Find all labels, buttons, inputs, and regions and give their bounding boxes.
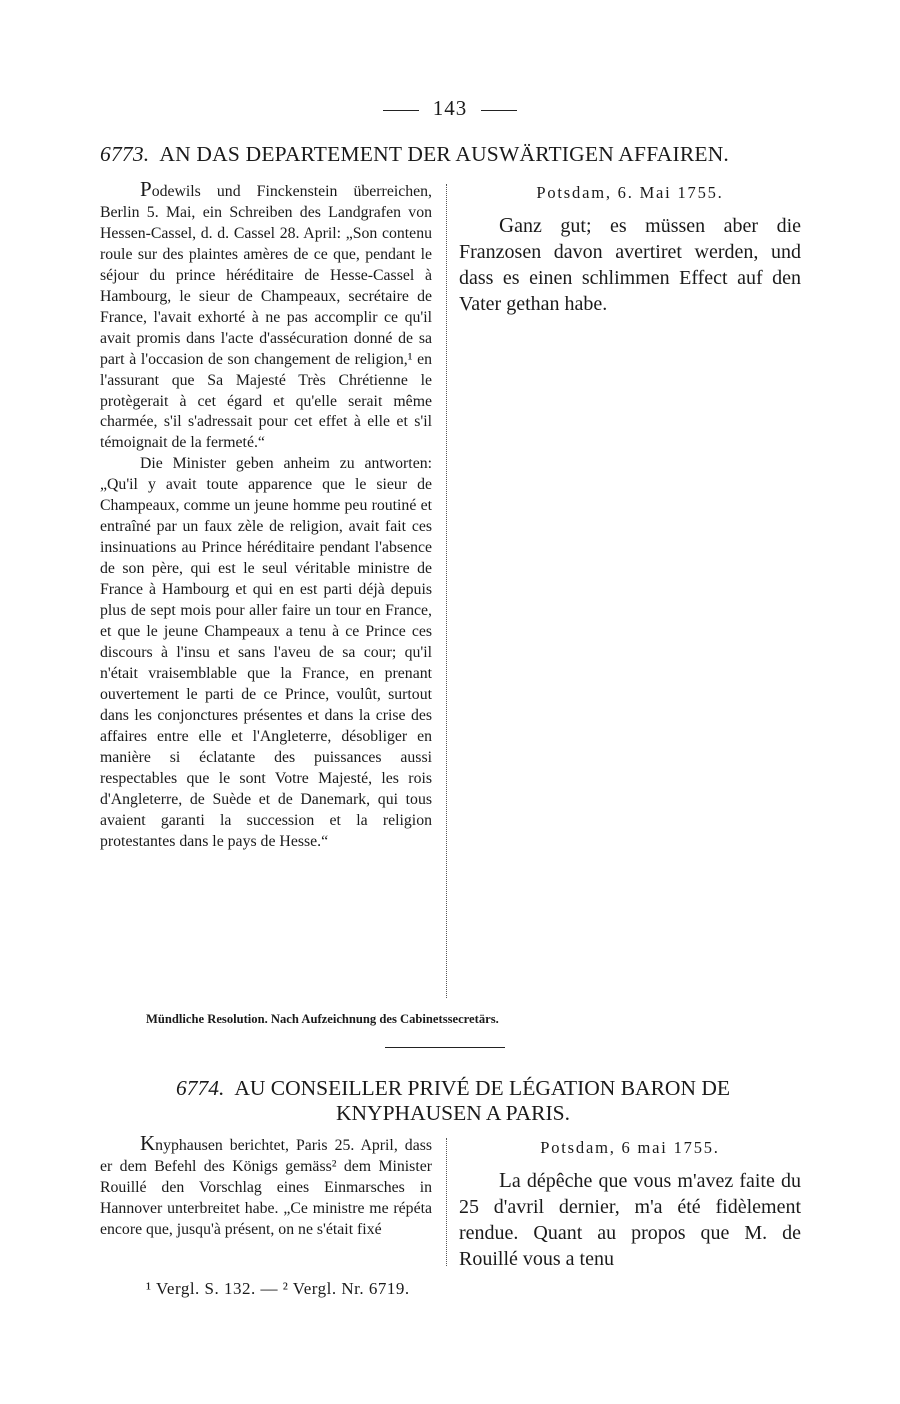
doc2-title-line2: KNYPHAUSEN A PARIS.	[336, 1101, 570, 1125]
doc1-right-text: anz gut; es müssen aber die Franzosen davon avertiret werden, und dass es einen schlimmen Effect auf den Vater gethan habe.	[459, 215, 801, 315]
doc1-left-paragraph-2: Die Minister geben anheim zu antworten: „Qu'il y avait toute apparence que le sieur de Champeaux, comme un jeune homme peu routiné et entraîné par un faux zèle de religion, avait fait ces insinuations au Prince héréditaire pendant l'absence de son père, qui est le seul véritable ministre de France à Hambourg et qui en est parti déjà depuis plus de sept mois pour aller faire un tour en France, et que le jeune Champeaux a tenu à ce Prince ces discours à l'insu et sans l'aveu de sa cour; qu'il n'était vraisemblable que la France, en prenant ouvertement le parti de ce Prince, voulût, surtout dans les conjonctures présentes et dans la crise des affaires entre elle et l'Angleterre, désobliger en manière si éclatante des puissances aussi respectables que le sont Votre Majesté, les rois d'Angleterre, de Suède et de Danemark, qui tous avaient garanti la succession et la religion protestantes dans le pays de Hesse.“	[100, 455, 432, 850]
page-number-rule-right	[481, 110, 517, 111]
doc1-heading	[100, 142, 806, 167]
doc1-number: 6773.	[100, 142, 150, 166]
doc1-right-column	[459, 180, 801, 317]
doc2-right-paragraph	[459, 1167, 801, 1272]
doc1-date: Potsdam, 6. Mai 1755.	[536, 183, 724, 202]
page-number-text: 143	[432, 96, 468, 120]
doc2-number: 6774.	[175, 1076, 225, 1100]
doc2-left-text: nyphausen berichtet, Paris 25. April, dass er dem Befehl des Königs gemäss² dem Minister Rouillé den Vorschlag eines Einmarsches in Hannover unterbreitet habe. „Ce ministre me répéta encore que, jusqu'à présent, on ne s'était fixé	[100, 1137, 432, 1238]
doc2-right-initial: L	[499, 1168, 512, 1192]
footnotes: ¹ Vergl. S. 132. — ² Vergl. Nr. 6719.	[146, 1279, 410, 1298]
doc2-heading	[100, 1076, 806, 1126]
doc1-column-divider	[446, 184, 447, 998]
doc2-left-initial: K	[140, 1131, 156, 1155]
doc2-column-divider	[446, 1138, 447, 1266]
doc1-left-paragraph-1	[100, 179, 432, 454]
doc1-title: AN DAS DEPARTEMENT DER AUSWÄRTIGEN AFFAIREN.	[159, 142, 730, 166]
page-number-rule-left	[383, 110, 419, 111]
doc1-left-text-1: odewils und Finckenstein überreichen, Berlin 5. Mai, ein Schreiben des Landgrafen von Hessen-Cassel, d. d. Cassel 28. April: „Son contenu roule sur des plaintes amères de ce que, pendant le séjour du prince héréditaire de Hesse-Cassel à Hambourg, le sieur de Champeaux, secrétaire de France, l'avait exhorté à ne pas accomplir ce qu'il avait promis dans l'acte d'assécuration donné de sa part à l'occasion de son changement de religion,¹ en l'assurant que Sa Majesté Très Chrétienne le protègerait à cet égard et qu'elle serait même charmée, s'il s'adressait pour cet effet à elle et s'il témoignait de la fermeté.“	[100, 183, 432, 452]
section-separator-rule	[385, 1047, 505, 1048]
doc2-left-paragraph	[100, 1133, 432, 1241]
doc1-right-initial: G	[499, 213, 515, 237]
doc1-left-column	[100, 179, 432, 853]
doc1-right-paragraph	[459, 212, 801, 317]
doc1-note: Mündliche Resolution. Nach Aufzeichnung des Cabinetssecretärs.	[146, 1012, 499, 1026]
page-number	[0, 96, 900, 121]
doc2-left-column	[100, 1133, 432, 1241]
doc2-right-column	[459, 1135, 801, 1272]
doc2-title-line1: AU CONSEILLER PRIVÉ DE LÉGATION BARON DE	[234, 1076, 731, 1100]
doc2-right-text: a dépêche que vous m'avez faite du 25 d'avril dernier, m'a été fidèlement rendue. Quant au propos que M. de Rouillé vous a tenu	[459, 1170, 801, 1270]
doc2-date: Potsdam, 6 mai 1755.	[540, 1138, 720, 1157]
doc1-left-initial: P	[140, 177, 152, 201]
doc2-heading-line-1	[100, 1076, 806, 1101]
